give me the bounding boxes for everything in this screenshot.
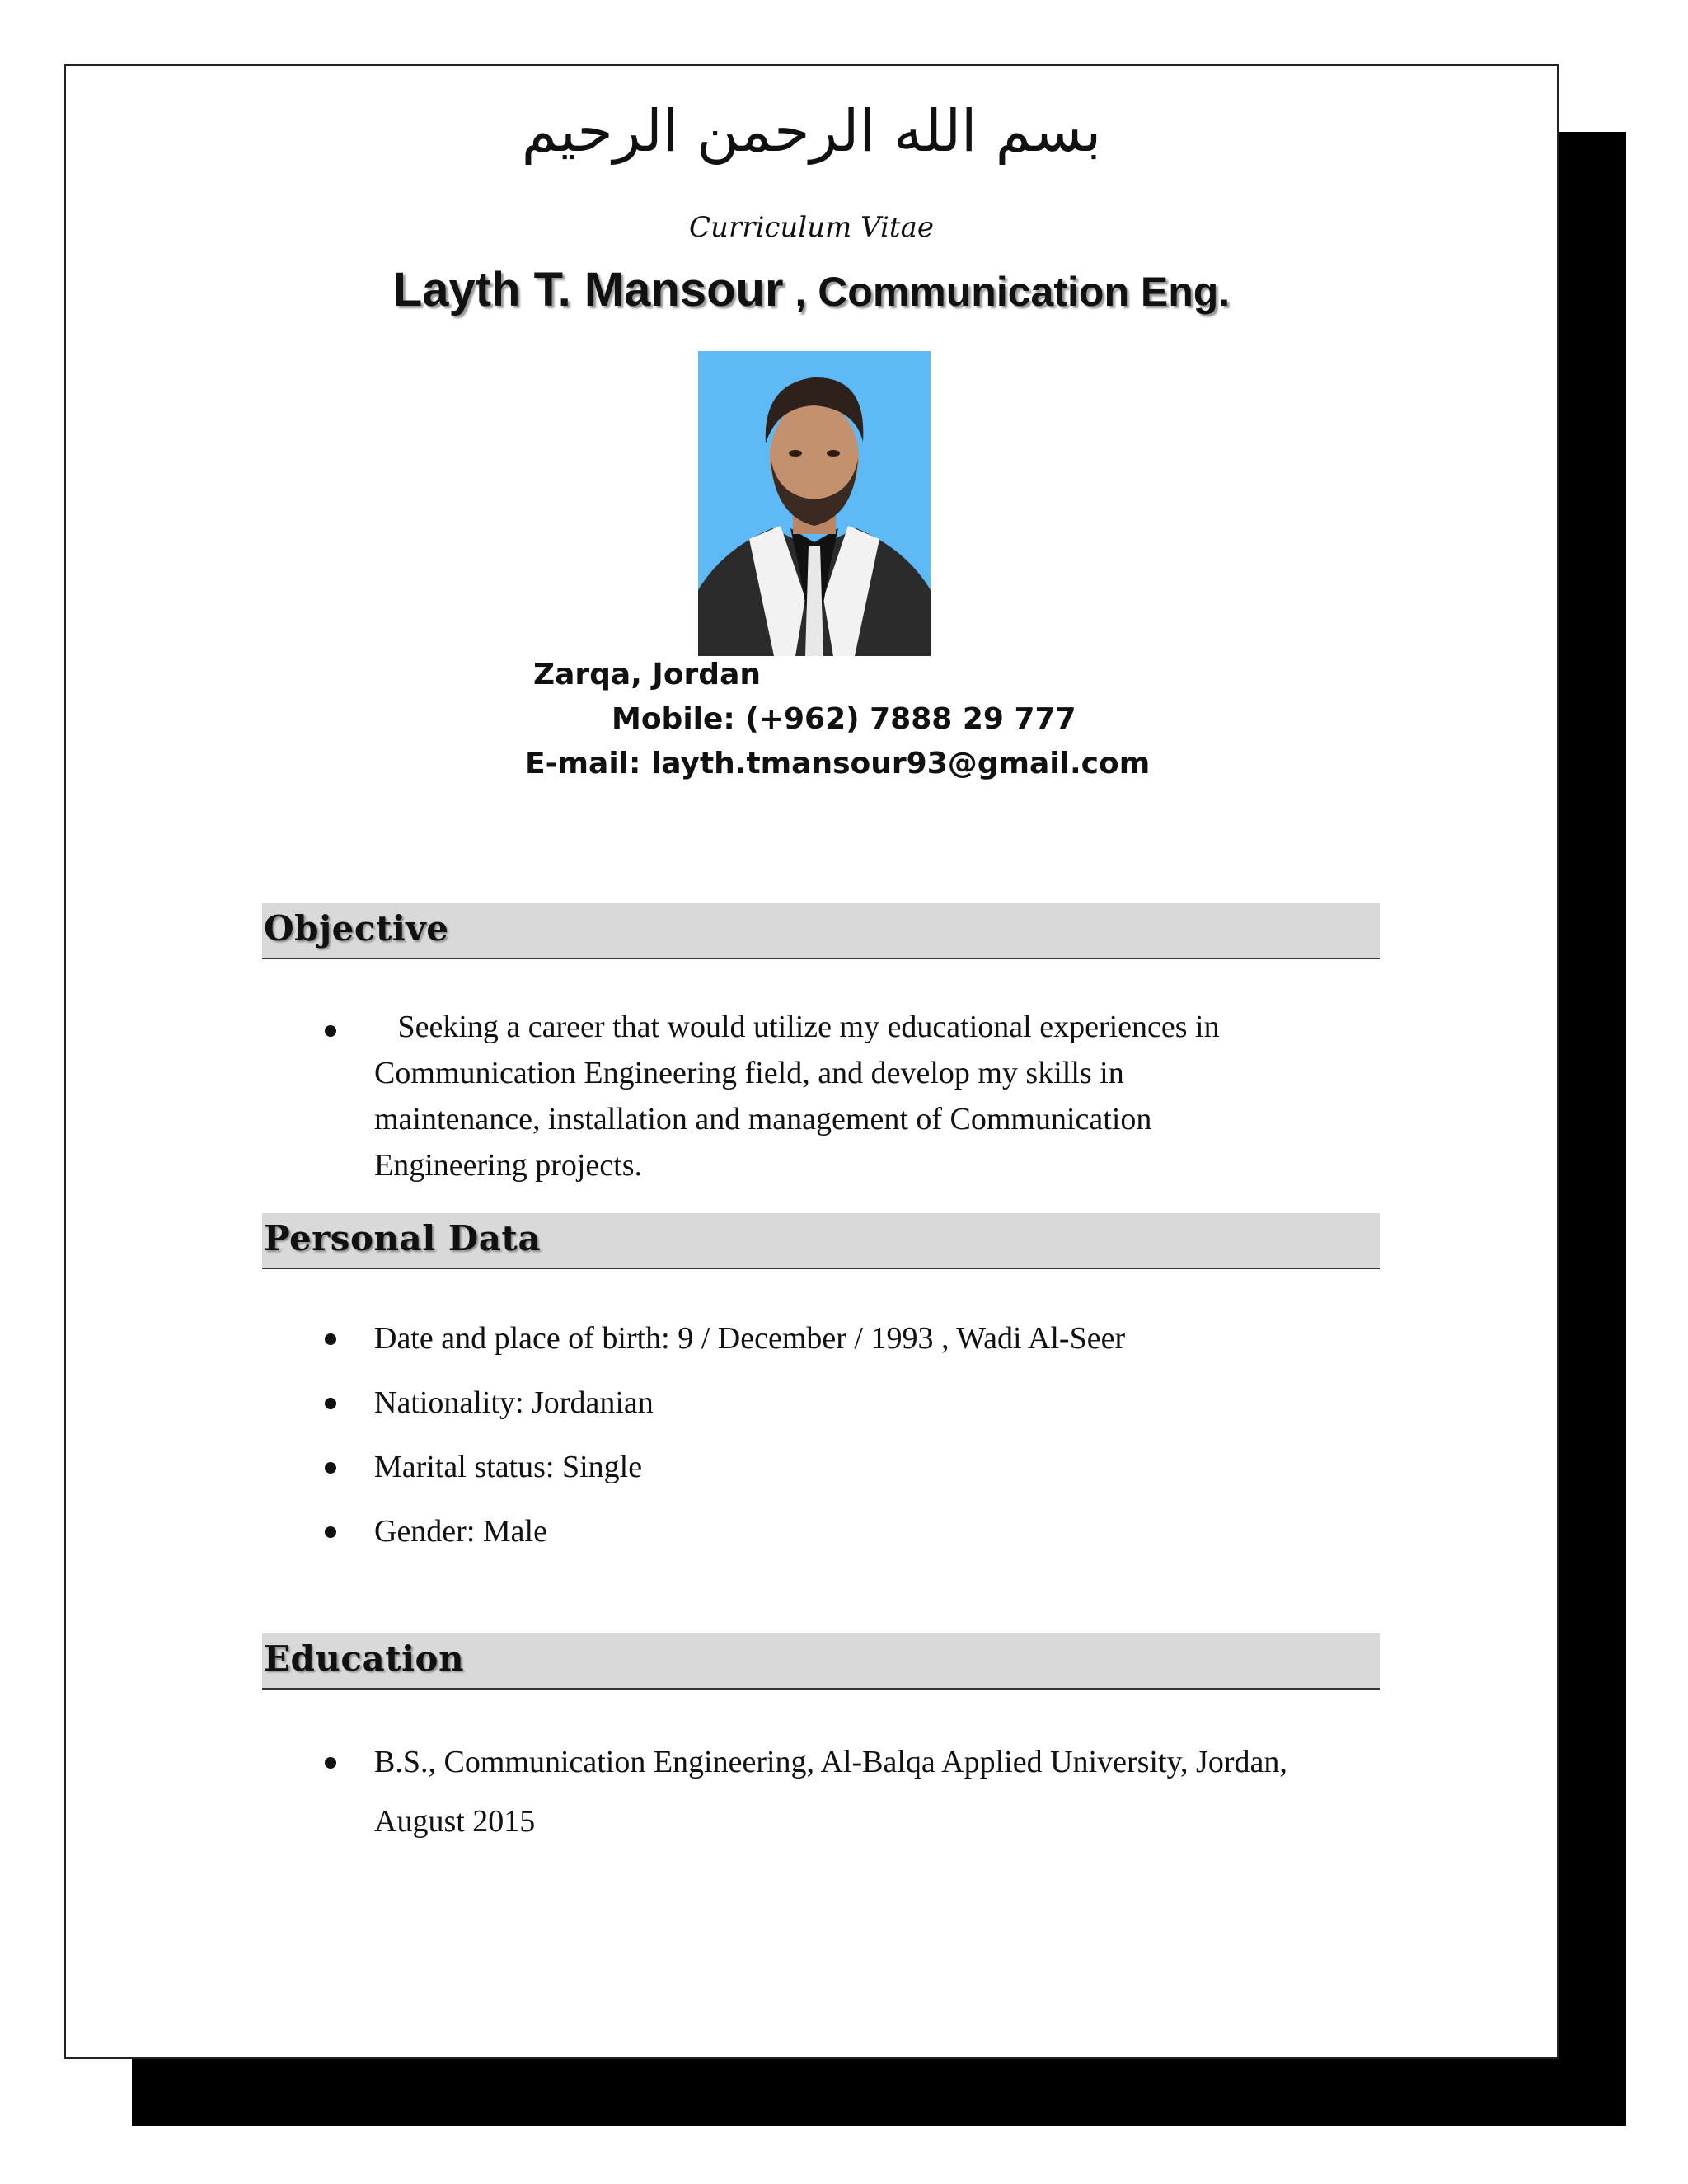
mobile-text: Mobile: (+962) 7888 29 777: [612, 702, 1076, 736]
degree-line: B.S., Communication Engineering, Al-Balqa Applied University, Jordan,: [374, 1745, 1287, 1779]
personal-bullet: [325, 1398, 336, 1409]
birth-item: Date and place of birth: 9 / December / 1993 , Wadi Al-Seer: [374, 1321, 1126, 1356]
personal-bullet: [325, 1462, 336, 1474]
gender-item: Gender: Male: [374, 1514, 547, 1549]
personal-bullet: [325, 1526, 336, 1538]
profile-photo: [698, 351, 931, 656]
name-title-line: [66, 262, 1557, 317]
objective-line: Engineering projects.: [374, 1148, 643, 1183]
location-text: Zarqa, Jordan: [533, 658, 761, 691]
education-heading: Education: [264, 1638, 465, 1679]
graduation-date-line: August 2015: [374, 1804, 536, 1839]
cv-page: [64, 64, 1559, 2059]
objective-heading: Objective: [264, 908, 449, 949]
objective-line: maintenance, installation and management of Communication: [374, 1102, 1152, 1137]
job-title: Communication Eng.: [818, 269, 1231, 315]
objective-bullet: [325, 1025, 336, 1037]
personal-data-heading: Personal Data: [264, 1218, 542, 1258]
education-section-header: [262, 1633, 1380, 1690]
person-name: Layth T. Mansour: [392, 263, 784, 316]
education-bullet: [325, 1757, 336, 1769]
email-text: E-mail: layth.tmansour93@gmail.com: [525, 747, 1151, 780]
objective-line: Seeking a career that would utilize my educational experiences in: [374, 1010, 1220, 1044]
marital-status-item: Marital status: Single: [374, 1450, 643, 1484]
objective-section-header: [262, 903, 1380, 959]
personal-data-section-header: [262, 1213, 1380, 1269]
objective-line: Communication Engineering field, and develop my skills in: [374, 1056, 1124, 1090]
portrait-image: [698, 351, 931, 656]
personal-bullet: [325, 1333, 336, 1345]
nationality-item: Nationality: Jordanian: [374, 1385, 654, 1420]
name-separator: ,: [783, 269, 818, 315]
curriculum-vitae-label: Curriculum Vitae: [689, 211, 934, 244]
basmala-heading: بسم الله الرحمن الرحيم: [521, 97, 1102, 165]
